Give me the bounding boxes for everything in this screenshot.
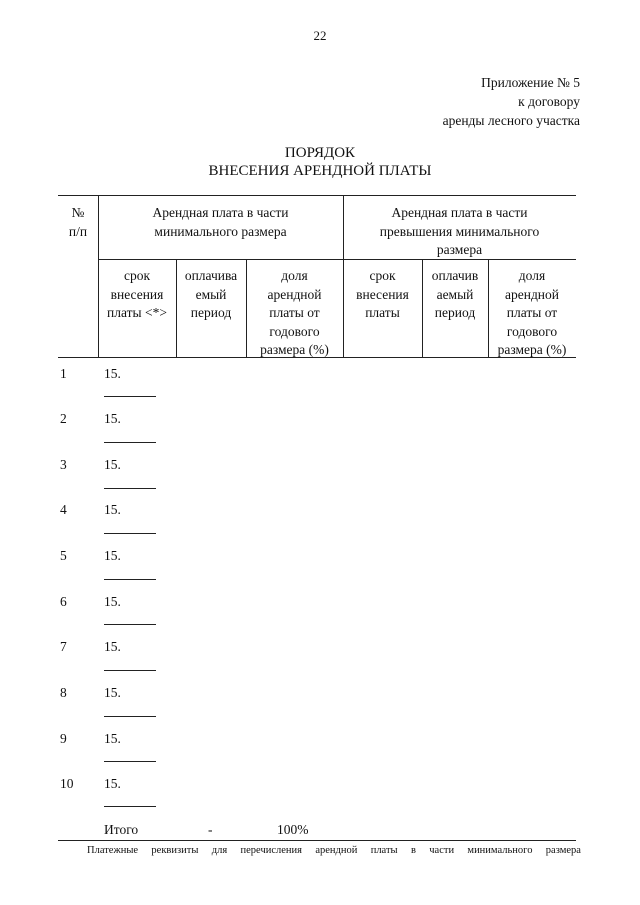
row-term-value: 15.: [104, 411, 121, 426]
header-text: емый: [195, 286, 227, 302]
row-blank-line: [104, 806, 156, 807]
header-text: период: [190, 305, 232, 320]
footnote-word: реквизиты: [151, 845, 199, 856]
footnote-word: платы: [370, 845, 398, 856]
row-number: 5: [60, 548, 67, 563]
table-top-border: [58, 195, 576, 196]
row-number: 8: [60, 685, 67, 700]
header-text: платы: [365, 305, 400, 320]
header-text: арендной: [504, 286, 560, 302]
footnote-word: перечисления: [240, 845, 302, 856]
title-line: ПОРЯДОК: [284, 145, 356, 161]
header-text: годового: [506, 323, 558, 339]
header-text: срок: [369, 268, 396, 283]
row-number: 2: [60, 411, 67, 426]
header-text: платы от: [269, 305, 320, 320]
header-text: платы <*>: [107, 305, 167, 320]
row-term-value: 15.: [104, 639, 121, 654]
header-text: п/п: [68, 223, 88, 239]
header-text: превышения минимального: [379, 223, 540, 239]
row-number: 7: [60, 639, 67, 654]
header-min-term: [98, 267, 176, 323]
header-text: минимального размера: [154, 223, 287, 239]
row-number: 6: [60, 594, 67, 609]
header-min-share: [246, 267, 343, 360]
header-text: размера: [436, 242, 483, 257]
footnote-word: в: [410, 845, 416, 856]
header-text: оплачива: [184, 268, 238, 283]
footnote-word: минимального: [467, 845, 533, 856]
row-term-value: 15.: [104, 776, 121, 791]
row-blank-line: [104, 533, 156, 534]
row-term-value: 15.: [104, 548, 121, 563]
row-blank-line: [104, 579, 156, 580]
row-blank-line: [104, 488, 156, 489]
row-number: 4: [60, 502, 67, 517]
row-term-value: 15.: [104, 731, 121, 746]
appendix-header: [443, 73, 580, 130]
document-title: [0, 144, 640, 180]
header-text: внесения: [356, 286, 409, 302]
row-blank-line: [104, 442, 156, 443]
total-percent: 100%: [277, 822, 309, 837]
row-blank-line: [104, 716, 156, 717]
header-text: платы от: [506, 305, 558, 320]
row-number: 3: [60, 457, 67, 472]
row-number: 9: [60, 731, 67, 746]
total-bottom-border: [58, 840, 576, 841]
total-label: Итого: [104, 822, 139, 837]
row-blank-line: [104, 396, 156, 397]
header-excess-share: [488, 267, 576, 360]
appendix-line: аренды лесного участка: [442, 113, 580, 128]
header-excess-term: [343, 267, 422, 323]
header-text: годового: [269, 323, 320, 339]
footnote-word: арендной: [315, 845, 358, 856]
header-text: размера (%): [497, 342, 567, 357]
header-text: аемый: [436, 286, 474, 302]
header-text: размера (%): [260, 342, 329, 357]
header-text: внесения: [110, 286, 164, 302]
header-number-column: [58, 204, 98, 241]
header-text: доля: [518, 268, 546, 283]
row-number: 1: [60, 366, 67, 381]
header-group-excess: [343, 204, 576, 260]
footnote-word: размера: [545, 845, 581, 856]
row-term-value: 15.: [104, 594, 121, 609]
header-text: арендной: [267, 286, 322, 302]
footnote-word: Платежные: [87, 845, 139, 856]
header-text: период: [434, 305, 476, 320]
header-text: Арендная плата в части: [391, 205, 528, 220]
row-term-value: 15.: [104, 366, 121, 381]
row-number: 10: [60, 776, 74, 791]
row-blank-line: [104, 761, 156, 762]
header-text: срок: [123, 268, 151, 283]
header-text: доля: [281, 268, 308, 283]
row-term-value: 15.: [104, 502, 121, 517]
header-text: Арендная плата в части: [152, 205, 289, 220]
title-line: ВНЕСЕНИЯ АРЕНДНОЙ ПЛАТЫ: [208, 163, 432, 179]
header-text: оплачив: [431, 268, 479, 283]
footnote-word: для: [211, 845, 228, 856]
footnote-word: части: [429, 845, 455, 856]
header-text: №: [71, 205, 85, 220]
header-group-minimum: [98, 204, 343, 241]
row-blank-line: [104, 670, 156, 671]
row-term-value: 15.: [104, 457, 121, 472]
row-blank-line: [104, 624, 156, 625]
page-number: 22: [313, 28, 327, 43]
row-term-value: 15.: [104, 685, 121, 700]
header-excess-period: [422, 267, 488, 323]
appendix-line: Приложение № 5: [481, 75, 580, 90]
appendix-line: к договору: [518, 94, 580, 109]
header-min-period: [176, 267, 246, 323]
payment-details-footnote: [87, 845, 581, 856]
total-dash: -: [208, 822, 213, 837]
